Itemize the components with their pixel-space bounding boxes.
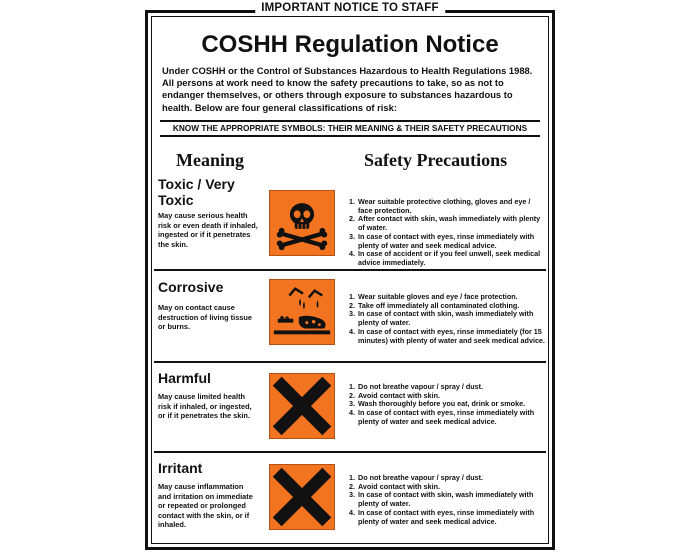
- precaution-item: 1. Do not breathe vapour / spray / dust.: [349, 382, 484, 391]
- divider: [160, 135, 540, 137]
- corrosive-icon: [269, 279, 335, 345]
- know-symbols-heading: KNOW THE APPROPRIATE SYMBOLS: THEIR MEANING & THEIR SAFETY PRECAUTIONS: [172, 123, 528, 133]
- precaution-item: 3. In case of contact with skin, wash immediately with plenty of water.: [349, 309, 534, 328]
- harmful-cross-icon: [269, 373, 335, 439]
- precaution-item: 4. In case of contact with eyes, rinse immediately with plenty of water and seek medical advice.: [349, 408, 535, 426]
- skull-crossbones-icon: [269, 190, 335, 256]
- precaution-item: 2. After contact with skin, wash immediately with plenty of water.: [349, 214, 541, 233]
- notice-header: IMPORTANT NOTICE TO STAFF: [255, 2, 445, 14]
- page-title: COSHH Regulation Notice: [201, 31, 499, 58]
- precaution-item: 1. Wear suitable gloves and eye / face protection.: [349, 292, 518, 301]
- precaution-item: 3. In case of contact with skin, wash immediately with plenty of water.: [349, 490, 534, 509]
- irritant-cross-icon: [269, 464, 335, 530]
- precaution-item: 3. Wash thoroughly before you eat, drink or smoke.: [349, 399, 526, 409]
- precaution-item: 4. In case of contact with eyes, rinse immediately (for 15 minutes) with plenty of water and seek medical advice.: [349, 326, 545, 345]
- precaution-item: 2. Take off immediately all contaminated clothing.: [349, 300, 520, 310]
- precautions-list: [349, 383, 546, 427]
- divider: [154, 361, 546, 363]
- precautions-list: [349, 474, 546, 526]
- hazard-name: Harmful: [158, 370, 211, 386]
- hazard-name: Irritant: [158, 460, 203, 476]
- precautions-list: [349, 293, 546, 345]
- safety-precautions-column-heading: Safety Precautions: [364, 150, 508, 170]
- divider: [154, 269, 546, 271]
- hazard-description: May cause inflammation and irritation on immediate or repeated or prolonged contact with the skin, or if inhaled.: [158, 482, 253, 530]
- coshh-notice-sign: [145, 2, 555, 550]
- hazard-name: Corrosive: [158, 279, 224, 295]
- precaution-item: 4. In case of accident or if you feel unwell, seek medical advice immediately.: [349, 249, 541, 267]
- meaning-column-heading: Meaning: [176, 150, 245, 170]
- hazard-description: May cause serious health risk or even death if inhaled, ingested or if it penetrates the skin.: [158, 211, 258, 249]
- hazard-description: May cause limited health risk if inhaled, or ingested, or if it penetrates the skin.: [158, 392, 252, 421]
- precaution-item: 1. Do not breathe vapour / spray / dust.: [349, 473, 484, 482]
- hazard-name: Toxic / Very Toxic: [158, 176, 235, 208]
- intro-paragraph: Under COSHH or the Control of Substances Hazardous to Health Regulations 1988. All persons at work need to know the safety precautions to take, so as not to endanger themselves, or others through exposure to substances hazardous to health. Below are four general classifications of risk:: [162, 65, 533, 113]
- divider: [154, 451, 546, 453]
- precaution-item: 2. Avoid contact with skin.: [349, 390, 440, 400]
- precaution-item: 4. In case of contact with eyes, rinse immediately with plenty of water and seek medical advice.: [349, 507, 535, 526]
- precaution-item: 2. Avoid contact with skin.: [349, 481, 440, 491]
- precautions-list: [349, 198, 546, 268]
- divider: [160, 120, 540, 122]
- hazard-description: May on contact cause destruction of living tissue or burns.: [158, 303, 253, 332]
- precaution-item: 1. Wear suitable protective clothing, gloves and eye / face protection.: [349, 197, 531, 215]
- precaution-item: 3. In case of contact with eyes, rinse immediately with plenty of water and seek medical advice.: [349, 231, 535, 250]
